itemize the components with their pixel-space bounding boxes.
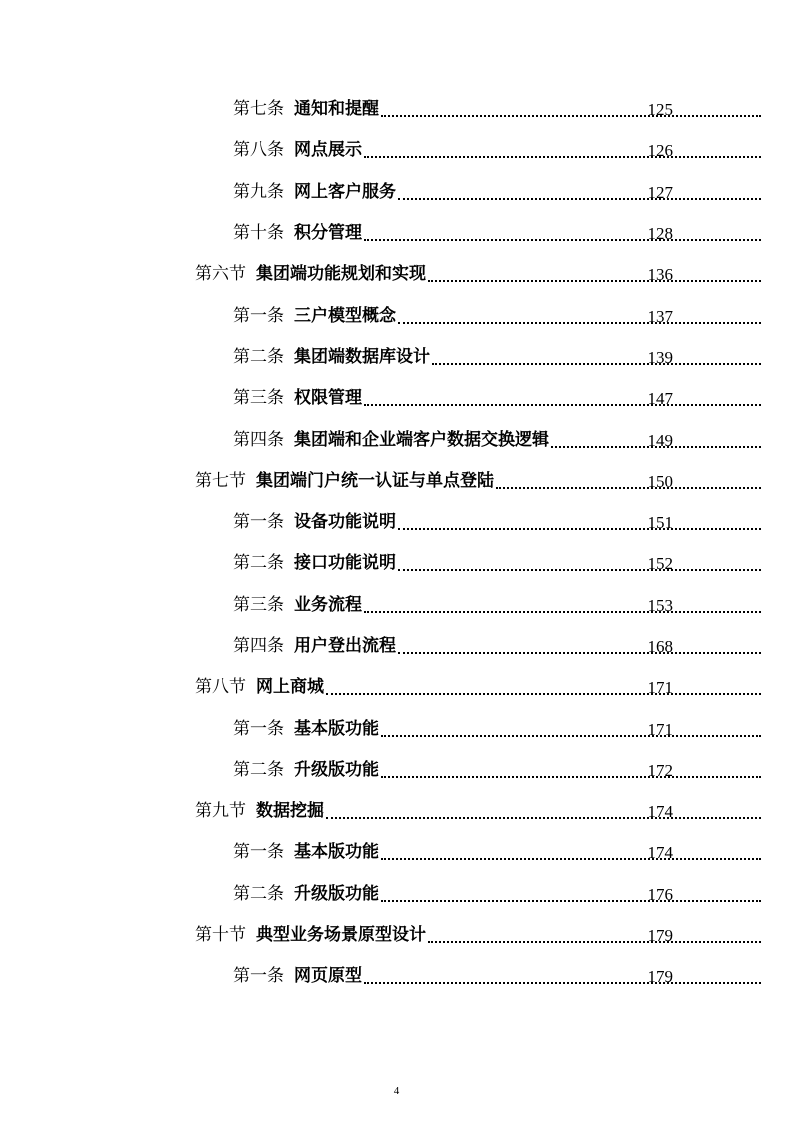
toc-section-entry[interactable] [0, 461, 793, 502]
toc-entry-number: 第十节 [195, 925, 246, 946]
toc-entry-page: 176 [647, 884, 673, 904]
toc-entry-page: 127 [647, 182, 673, 202]
toc-article-entry[interactable] [0, 502, 793, 543]
toc-dot-leader [428, 940, 761, 943]
toc-article-entry[interactable] [0, 956, 793, 997]
toc-entry-number: 第七条 [233, 99, 284, 120]
toc-entry-number: 第七节 [195, 470, 246, 491]
toc-dot-leader [398, 527, 761, 530]
toc-dot-leader [496, 486, 761, 489]
toc-entry-number: 第一条 [233, 718, 284, 739]
toc-entry-title: 权限管理 [294, 388, 362, 409]
toc-entry-title: 积分管理 [294, 223, 362, 244]
toc-article-entry[interactable] [0, 874, 793, 915]
toc-entry-number: 第九节 [195, 801, 246, 822]
toc-entry-title: 通知和提醒 [294, 99, 379, 120]
toc-dot-leader [398, 321, 761, 324]
toc-entry-page: 179 [647, 967, 673, 987]
toc-dot-leader [381, 114, 761, 117]
toc-dot-leader [381, 857, 761, 860]
toc-entry-number: 第二条 [233, 759, 284, 780]
toc-article-entry[interactable] [0, 295, 793, 336]
toc-entry-page: 125 [647, 100, 673, 120]
toc-article-entry[interactable] [0, 750, 793, 791]
toc-dot-leader [326, 816, 761, 819]
toc-entry-number: 第四条 [233, 636, 284, 656]
toc-entry-page: 128 [647, 224, 673, 244]
toc-entry-title: 网点展示 [294, 140, 362, 161]
toc-entry-title: 网上客户服务 [294, 181, 396, 202]
toc-entry-title: 集团端门户统一认证与单点登陆 [256, 470, 494, 491]
toc-section-entry[interactable] [0, 915, 793, 956]
toc-entry-number: 第一条 [233, 305, 284, 326]
toc-entry-title: 数据挖掘 [256, 801, 324, 822]
toc-entry-number: 第八条 [233, 140, 284, 161]
page-number: 4 [393, 1085, 400, 1097]
toc-entry-page: 171 [647, 678, 673, 698]
toc-entry-number: 第一条 [233, 966, 284, 987]
toc-entry-number: 第一条 [233, 512, 284, 533]
toc-entry-page: 171 [647, 719, 673, 739]
toc-entry-title: 设备功能说明 [294, 512, 396, 533]
toc-entry-number: 第九条 [233, 181, 284, 202]
toc-entry-number: 第八节 [195, 677, 246, 698]
toc-entry-page: 174 [647, 802, 673, 822]
toc-dot-leader [381, 899, 761, 902]
toc-entry-title: 用户登出流程 [294, 636, 396, 656]
toc-entry-title: 三户模型概念 [294, 305, 396, 326]
toc-entry-page: 172 [647, 760, 673, 780]
toc-entry-page: 152 [647, 554, 673, 574]
toc-dot-leader [398, 651, 761, 654]
toc-entry-page: 179 [647, 926, 673, 946]
toc-article-entry[interactable] [0, 543, 793, 584]
toc-entry-page: 174 [647, 843, 673, 863]
toc-dot-leader [364, 610, 761, 613]
toc-dot-leader [364, 238, 761, 241]
toc-dot-leader [428, 279, 761, 282]
toc-section-entry[interactable] [0, 254, 793, 295]
toc-entry-title: 网页原型 [294, 966, 362, 987]
toc-entry-page: 126 [647, 141, 673, 161]
toc-article-entry[interactable] [0, 337, 793, 378]
toc-article-entry[interactable] [0, 130, 793, 171]
toc-entry-title: 网上商城 [256, 677, 324, 698]
toc-dot-leader [551, 445, 761, 448]
toc-entry-number: 第二条 [233, 553, 284, 574]
toc-entry-number: 第十条 [233, 223, 284, 244]
toc-article-entry[interactable] [0, 832, 793, 873]
toc-dot-leader [364, 403, 761, 406]
toc-article-entry[interactable] [0, 708, 793, 749]
toc-entry-number: 第三条 [233, 388, 284, 409]
toc-entry-title: 典型业务场景原型设计 [256, 925, 426, 946]
toc-dot-leader [398, 197, 761, 200]
toc-entry-number: 第一条 [233, 842, 284, 863]
toc-entry-page: 136 [647, 265, 673, 285]
toc-entry-page: 149 [647, 430, 673, 450]
toc-dot-leader [432, 362, 761, 365]
toc-dot-leader [381, 775, 761, 778]
toc-dot-leader [364, 155, 761, 158]
toc-entry-page: 153 [647, 595, 673, 615]
toc-entry-title: 集团端和企业端客户数据交换逻辑 [294, 429, 549, 450]
toc-article-entry[interactable] [0, 626, 793, 667]
toc-entry-title: 基本版功能 [294, 718, 379, 739]
toc-entry-page: 137 [647, 306, 673, 326]
toc-article-entry[interactable] [0, 89, 793, 130]
toc-dot-leader [381, 734, 761, 737]
toc-entry-title: 升级版功能 [294, 759, 379, 780]
toc-entry-page: 150 [647, 471, 673, 491]
toc-dot-leader [326, 692, 761, 695]
toc-article-entry[interactable] [0, 378, 793, 419]
toc-entry-title: 集团端功能规划和实现 [256, 264, 426, 285]
table-of-contents [0, 89, 793, 998]
toc-entry-title: 基本版功能 [294, 842, 379, 863]
toc-entry-number: 第三条 [233, 594, 284, 615]
toc-article-entry[interactable] [0, 585, 793, 626]
toc-dot-leader [364, 981, 761, 984]
toc-entry-number: 第六节 [195, 264, 246, 285]
toc-entry-page: 139 [647, 347, 673, 367]
toc-entry-page: 168 [647, 637, 673, 656]
toc-section-entry[interactable] [0, 791, 793, 832]
toc-entry-number: 第四条 [233, 429, 284, 450]
toc-entry-title: 接口功能说明 [294, 553, 396, 574]
toc-section-entry[interactable] [0, 667, 793, 708]
toc-entry-page: 151 [647, 513, 673, 533]
toc-entry-page: 147 [647, 389, 673, 409]
toc-entry-number: 第二条 [233, 346, 284, 367]
toc-dot-leader [398, 568, 761, 571]
toc-entry-number: 第二条 [233, 883, 284, 904]
toc-article-entry[interactable] [0, 213, 793, 254]
toc-entry-title: 业务流程 [294, 594, 362, 615]
toc-article-entry[interactable] [0, 172, 793, 213]
toc-article-entry[interactable] [0, 419, 793, 460]
toc-entry-title: 集团端数据库设计 [294, 346, 430, 367]
toc-entry-title: 升级版功能 [294, 883, 379, 904]
